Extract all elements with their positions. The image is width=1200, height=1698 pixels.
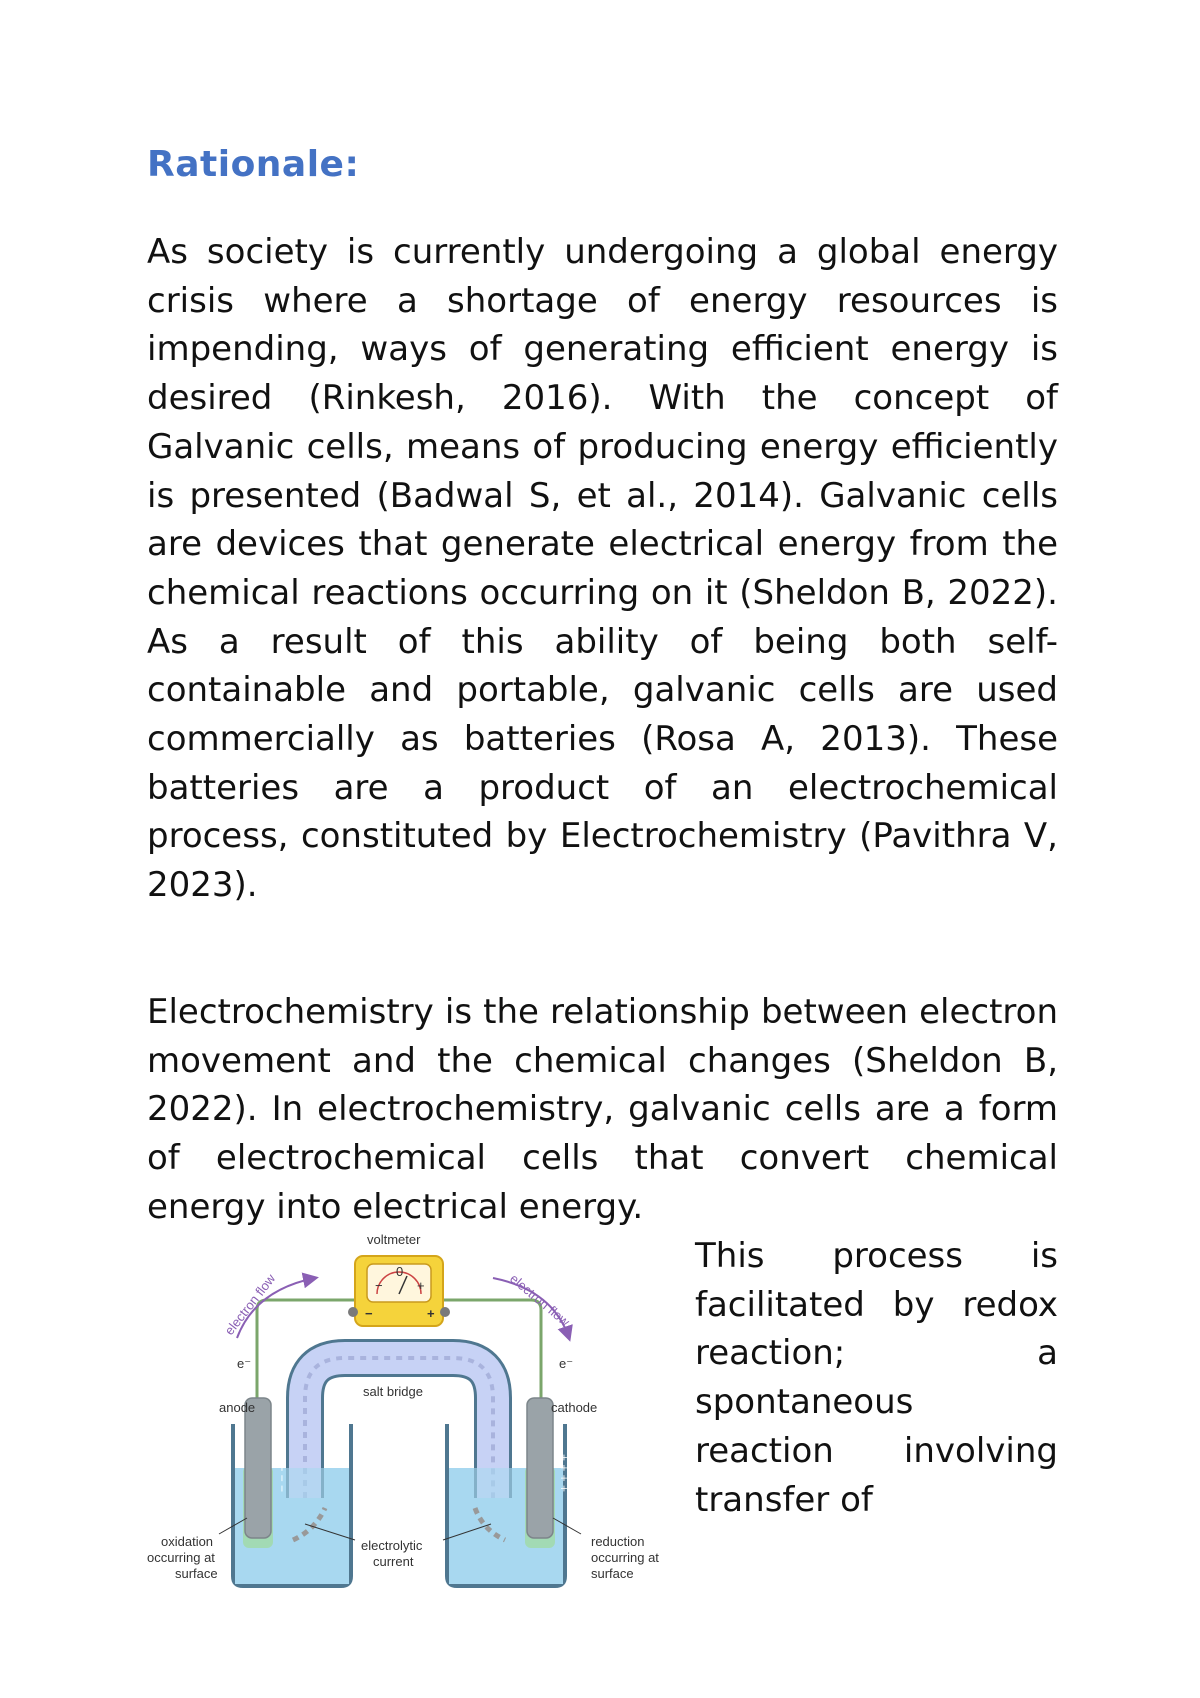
cathode-plus-signs: + + + + — [557, 1454, 571, 1493]
reduction-label-1: reduction — [591, 1534, 645, 1549]
paragraph-electrochemistry: Electrochemistry is the relationship between electron movement and the chemical changes (Sheldon B, 2022). In electrochemistry, galvanic cells are a form of electrochemical cells that convert chemical energy into electrical energy. — [147, 992, 1058, 1227]
oxidation-label-3: surface — [175, 1566, 218, 1581]
electron-label-right: e⁻ — [559, 1356, 574, 1371]
meter-minus: − — [375, 1278, 383, 1293]
section-heading: Rationale: — [147, 144, 360, 185]
terminal-plus: + — [427, 1306, 435, 1321]
salt-bridge-label: salt bridge — [363, 1384, 423, 1399]
galvanic-cell-svg — [145, 1228, 685, 1600]
salt-bridge — [286, 1358, 512, 1500]
voltmeter-label: voltmeter — [367, 1232, 421, 1247]
voltmeter-device — [348, 1256, 450, 1326]
oxidation-label-2: occurring at — [147, 1550, 215, 1565]
anode-label: anode — [219, 1400, 256, 1415]
meter-zero: 0 — [396, 1264, 404, 1279]
electron-flow-label-left: electron flow — [221, 1271, 279, 1338]
oxidation-label-1: oxidation — [161, 1534, 214, 1549]
electrolytic-current-label-2: current — [373, 1554, 414, 1569]
cathode-label: cathode — [551, 1400, 598, 1415]
electron-label-left: e⁻ — [237, 1356, 252, 1371]
electrolytic-current-label-1: electrolytic — [361, 1538, 423, 1553]
meter-plus: + — [417, 1278, 425, 1293]
paragraph-electrochemistry-continued: This process is facilitated by redox reaction; a spontaneous reaction involving transfer of — [695, 1236, 1058, 1520]
reduction-label-2: occurring at — [591, 1550, 659, 1565]
electron-flow-label-right: electron flow — [507, 1270, 573, 1330]
galvanic-cell-diagram — [145, 1228, 685, 1600]
terminal-minus: − — [365, 1306, 373, 1321]
anode-minus-signs: − − − − — [275, 1454, 289, 1493]
paragraph-rationale: As society is currently undergoing a global energy crisis where a shortage of energy resources is impending, ways of generating efficient energy is desired (Rinkesh, 2016). With the concept of Galvanic cells, means of producing energy efficiently is presented (Badwal S, et al., 2014). Galvanic cells are devices that generate electrical energy from the chemical reactions occurring on it (Sheldon B, 2022). As a result of this ability of being both self-containable and portable, galvanic cells are used commercially as batteries (Rosa A, 2013). These batteries are a product of an electrochemical process, constituted by Electrochemistry (Pavithra V, 2023). — [147, 232, 1058, 906]
reduction-label-3: surface — [591, 1566, 634, 1581]
